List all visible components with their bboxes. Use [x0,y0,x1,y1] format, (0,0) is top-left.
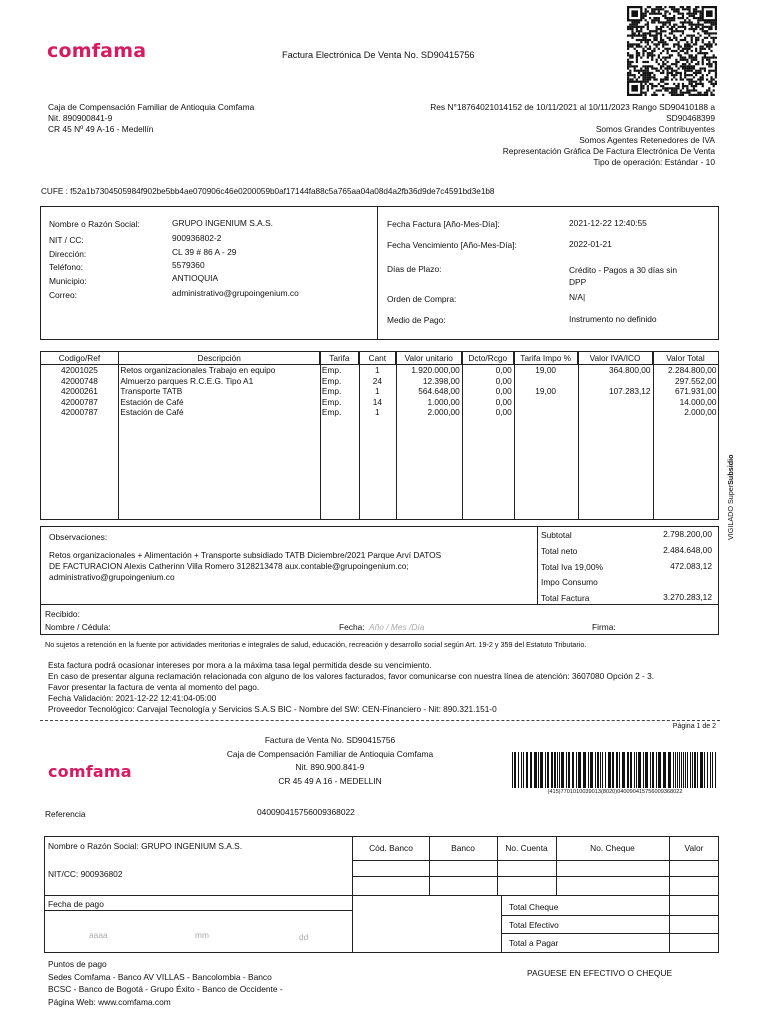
table-cell: Emp. [321,386,342,396]
client-address: CL 39 # 86 A - 29 [172,247,237,257]
client-phone-label: Teléfono: [49,262,83,272]
received-date-label: Fecha: [339,622,365,632]
items-header-cell: Tarifa Impo % [514,352,578,365]
resolution-line: Res N°18764021014152 de 10/11/2021 al 10/11/2023 Rango SD90410188 a [430,102,715,112]
observation-line: DE FACTURACION Alexis Catherinn Villa Romero 3128213478 aux.contable@grupoingenium.co; [49,561,409,571]
consumo-label: Impo Consumo [541,577,598,587]
table-cell: 297.552,00 [674,375,717,386]
coupon-issuer: Caja de Compensación Familiar de Antioquia Comfama [226,748,434,759]
observation-line: administrativo@grupoingenium.co [49,572,175,582]
client-city: ANTIOQUIA [172,273,219,283]
resolution-line: Somos Grandes Contribuyentes [595,124,715,134]
table-row [41,397,719,408]
resolution-line: SD90468399 [666,113,715,123]
table-row [41,376,719,387]
items-header-cell: Tarifa [320,352,359,365]
vigilado-prefix: VIGILADO [726,504,735,540]
column-divider [462,351,463,520]
total-label: Total Factura [541,593,590,603]
coupon-client-nit: NIT/CC: 900936802 [48,869,123,879]
table-cell: Emp. [321,375,342,386]
subtotal-label: Subtotal [541,530,572,540]
received-sign-label: Firma: [592,622,616,632]
resolution-line: Tipo de operación: Estándar - 10 [593,157,715,167]
pay-date-label: Fecha de pago [48,899,104,909]
barcode-icon [510,752,720,788]
table-cell: 2.000,00 [684,407,717,417]
client-nit-label: NIT / CC: [49,235,84,245]
items-table [40,351,719,418]
table-cell [514,376,578,387]
pay-date-month[interactable]: mm [195,930,209,940]
pay-points-line: Sedes Comfama - Banco AV VILLAS - Bancolombia - Banco [48,971,272,982]
table-cell: 2.000,00 [427,407,460,417]
table-cell: 42001025 [60,365,98,375]
table-cell: 2.284.800,00 [668,365,717,375]
table-cell: 364.800,00 [608,365,651,375]
pay-points-label: Puntos de pago [48,959,107,969]
items-header-cell: Valor IVA/ICO [578,352,653,365]
column-divider [320,351,321,520]
table-cell: 1 [375,386,380,396]
table-cell: Estación de Café [120,396,184,407]
subtotal-value: 2.798.200,00 [663,529,712,539]
column-divider [578,351,579,520]
table-cell: Emp. [321,365,342,375]
items-header-cell: Descripción [118,352,320,365]
legal-line: Proveedor Tecnológico: Carvajal Tecnología y Servicios S.A.S BIC - Nombre del SW: CEN-Financiero - Nit: 890.321.151-0 [48,704,497,714]
cufe: CUFE : f52a1b7304505984f902be5bb4ae070906c46e0200059b0af17144fa88c5a765aa04a08d4a2fb36d9de7c4591bd3e1b8 [41,187,495,196]
coupon-nit: Nit. 890.900.841-9 [295,762,365,772]
payment-value: Instrumento no definido [569,314,657,324]
legal-line: Favor presentar la factura de venta al momento del pago. [48,682,260,692]
table-cell: 671.931,00 [674,386,717,396]
table-cell: Emp. [321,407,342,417]
pay-points [48,958,283,1008]
table-cell: Emp. [321,396,342,407]
bank-header-cell: Cód. Banco [369,843,413,853]
legal-notes [48,660,654,715]
observations-text [49,550,441,583]
term-line: DPP [569,277,587,287]
iva-value: 472.083,12 [670,561,712,571]
client-email: administrativo@grupoingenium.co [172,288,299,298]
coupon-address: CR 45 49 A 16 - MEDELLIN [278,775,382,786]
net-label: Total neto [541,546,578,556]
pay-points-line: BCSC - Banco de Bogotá - Grupo Éxito - Banco de Occidente - [48,984,283,994]
bank-divider [497,836,498,895]
comfama-logo-coupon: comfama [48,762,132,781]
bank-divider [429,836,430,895]
table-cell: 42000261 [60,386,98,396]
bank-header-cell: Valor [684,843,704,853]
table-cell: 19,00 [535,386,557,396]
table-cell: Estación de Café [120,407,184,417]
table-cell: 24 [372,375,382,386]
bank-divider [669,836,670,895]
retention-note: No sujetos a retención en la fuente por actividades meritorias e integrales de salud, educación, recreación y desarrollo social según Art. 19-2 y 359 del Estatuto Tributario. [45,640,587,649]
legal-line: Esta factura podrá ocasionar intereses por mora a la máxima tasa legal permitida desde su vencimiento. [48,660,432,670]
table-cell [578,407,653,418]
table-cell: 0,00 [495,375,512,386]
pay-date-year[interactable]: aaaa [89,930,108,940]
items-header-row [41,352,719,365]
due-date-label: Fecha Vencimiento [Año-Mes-Día]: [387,240,517,250]
invoice-title: Factura Electrónica De Venta No. SD90415756 [282,50,475,60]
column-divider [359,351,360,520]
order-value: N/A| [569,292,586,302]
net-value: 2.484.648,00 [663,545,712,555]
invoice-date-label: Fecha Factura [Año-Mes-Día]: [387,219,500,229]
table-row [41,386,719,397]
vigilado-mark [726,455,735,541]
items-header-cell: Valor unitario [396,352,462,365]
client-phone: 5579360 [172,260,205,270]
total-pagar-label: Total a Pagar [509,938,559,948]
observation-line: Retos organizacionales + Alimentación + Transporte subsidiado TATB Diciembre/2021 Parque Arví DATOS [49,550,442,560]
issuer-name: Caja de Compensación Familiar de Antioquia Comfama [48,102,255,112]
received-label: Recibido: [45,609,80,619]
table-cell [578,376,653,387]
reference-label: Referencia [45,809,86,819]
table-cell: 19,00 [535,365,557,375]
table-cell: 1.000,00 [427,396,460,407]
pay-date-day[interactable]: dd [299,932,309,942]
term-label: Días de Plazo: [387,264,442,274]
issuer-block [48,102,254,135]
column-divider [514,351,515,520]
table-cell: 14 [372,396,382,407]
received-date-placeholder: Año / Mes /Día [369,622,425,632]
term-line: Crédito - Pagos a 30 días sin [569,265,678,275]
table-cell [514,407,578,418]
table-row [41,407,719,418]
received-name-label: Nombre / Cédula: [45,622,111,632]
table-cell: 0,00 [495,386,512,396]
table-cell: 1.920.000,00 [411,365,460,375]
coupon-title: Factura de Venta No. SD90415756 [264,735,396,745]
resolution-line: Somos Agentes Retenedores de IVA [579,135,715,145]
table-cell: 14.000,00 [679,396,717,407]
table-cell: 1 [375,407,380,417]
pay-note: PAGUESE EN EFECTIVO O CHEQUE [527,968,673,978]
table-cell [514,397,578,408]
items-header-cell: Cant [359,352,396,365]
order-label: Orden de Compra: [387,294,457,304]
coupon-header [200,734,460,788]
table-cell: Retos organizacionales Trabajo en equipo [120,365,276,375]
table-cell: Transporte TATB [120,386,183,396]
payment-label: Medio de Pago: [387,315,446,325]
table-cell: 107.283,12 [608,386,651,396]
total-efectivo-label: Total Efectivo [509,920,559,930]
table-cell: 1 [375,365,380,375]
legal-line: Fecha Validación: 2021-12-22 12:41:04-05:00 [48,693,217,703]
issuer-nit: Nit. 890900841-9 [48,113,113,123]
cut-line [40,720,720,721]
client-email-label: Correo: [49,290,77,300]
client-name: GRUPO INGENIUM S.A.S. [172,218,273,228]
vigilado-brand-a: Super [726,484,735,505]
total-value: 3.270.283,12 [663,592,712,602]
qr-code-icon [627,6,717,96]
items-header-cell: Dcto/Rcgo [462,352,514,365]
bank-header-cell: No. Cheque [590,843,635,853]
table-cell: 42000748 [60,375,98,386]
client-name-label: Nombre o Razón Social: [49,219,140,229]
table-row [41,365,719,376]
items-header-cell: Valor Total [652,352,718,365]
table-cell [578,397,653,408]
barcode-text: (415)7701010039013(8020)040090415756009368022 [547,789,683,795]
legal-line: En caso de presentar alguna reclamación relacionada con alguno de los valores facturados, favor comunicarse con nuestra línea de atención: 3607080 Opción 2 - 3. [48,671,655,681]
column-divider [118,351,119,520]
client-nit: 900936802-2 [172,233,222,243]
client-city-label: Municipio: [49,276,87,286]
bank-header-cell: Banco [451,843,475,853]
column-divider [396,351,397,520]
client-address-label: Dirección: [49,249,87,259]
invoice-date: 2021-12-22 12:40:55 [569,218,647,228]
reference-value: 040090415756009368022 [257,807,355,817]
term-value [569,264,677,288]
due-date: 2022-01-21 [569,239,612,249]
resolution-line: Representación Gráfica De Factura Electrónica De Venta [502,146,715,156]
items-header-cell: Codigo/Ref [41,352,119,365]
table-cell: 0,00 [495,407,512,417]
table-cell: 0,00 [495,365,512,375]
resolution-block [430,102,715,168]
table-cell: 564.648,00 [418,386,460,396]
total-cheque-label: Total Cheque [509,902,559,912]
table-cell: 42000787 [60,407,98,417]
bank-divider [556,836,557,895]
coupon-client-name: Nombre o Razón Social: GRUPO INGENIUM S.A.S. [48,841,243,851]
table-cell: Almuerzo parques R.C.E.G. Tipo A1 [120,375,254,386]
comfama-logo: comfama [47,40,147,62]
bank-header-cell: No. Cuenta [505,843,548,853]
page-number: Página 1 de 2 [672,723,716,730]
table-cell: 0,00 [495,396,512,407]
iva-label: Total Iva 19,00% [541,562,603,572]
issuer-address: CR 45 Nº 49 A-16 - Medellín [48,124,154,134]
table-cell: 42000787 [60,396,98,407]
pay-points-line: Página Web: www.comfama.com [48,996,171,1007]
column-divider [653,351,654,520]
table-cell: 12.398,00 [422,375,460,386]
vigilado-brand-b: Subsidio [726,454,735,485]
observations-label: Observaciones: [49,532,108,542]
